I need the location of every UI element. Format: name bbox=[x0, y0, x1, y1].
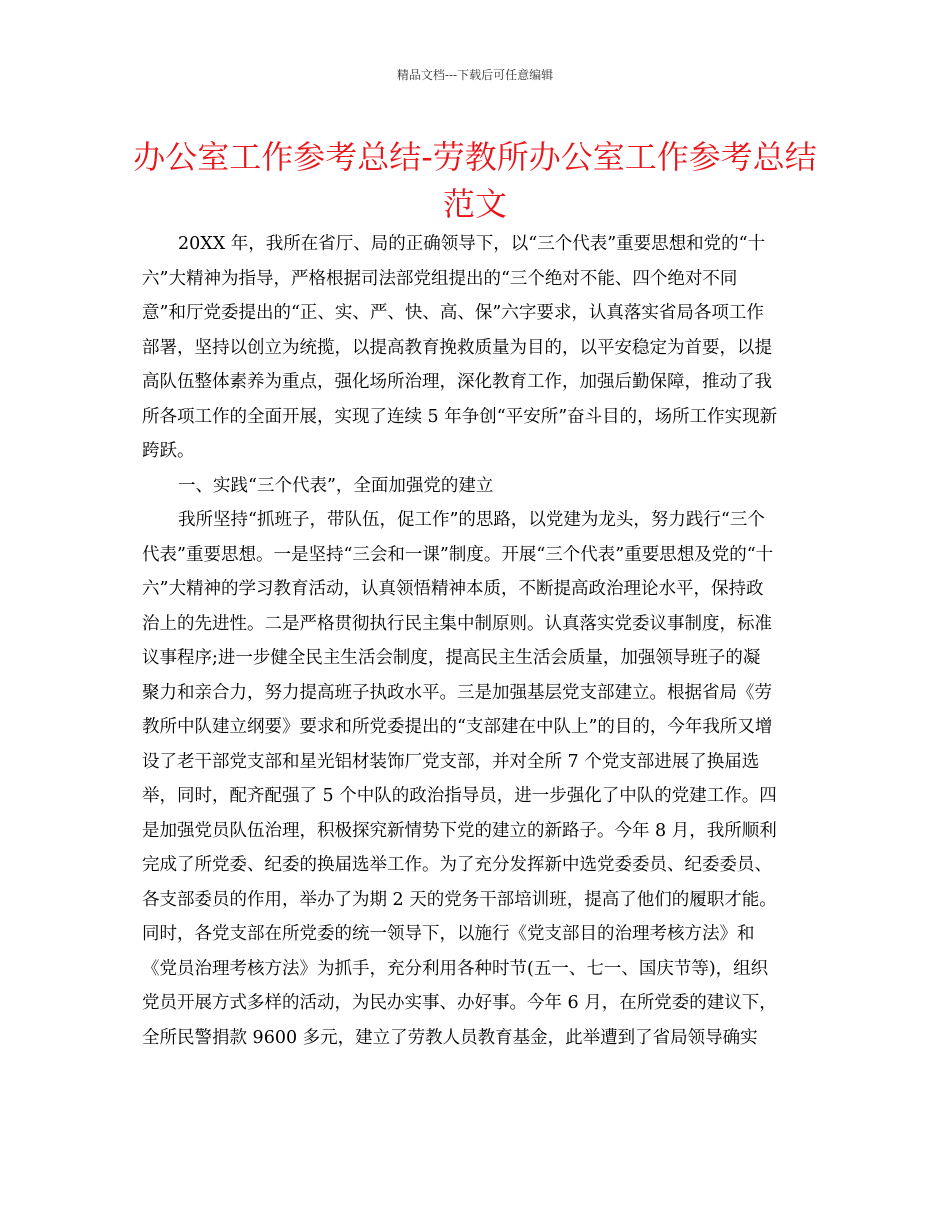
title-line: 范文 bbox=[442, 185, 507, 223]
document-body bbox=[142, 227, 812, 1055]
paragraph-line: 所各项工作的全面开展，实现了连续 5 年争创“平安所”奋斗目的，场所工作实现新 bbox=[142, 406, 778, 427]
title-line: 办公室工作参考总结-劳教所办公室工作参考总结 bbox=[133, 138, 817, 176]
paragraph-line: 六”大精神为指导，严格根据司法部党组提出的“三个绝对不能、四个绝对不同 bbox=[142, 268, 738, 289]
paragraph-line: 设了老干部党支部和星光铝材装饰厂党支部，并对全所 7 个党支部进展了换届选 bbox=[142, 751, 760, 772]
paragraph-line: 同时，各党支部在所党委的统一领导下，以施行《党支部目的治理考核方法》和 bbox=[142, 924, 755, 944]
paragraph-line: 跨跃。 bbox=[142, 441, 195, 461]
paragraph-line: 是加强党员队伍治理，积极探究新情势下党的建立的新路子。今年 8 月，我所顺利 bbox=[142, 820, 777, 841]
paragraph-line: 议事程序;进一步健全民主生活会制度，提高民主生活会质量，加强领导班子的凝 bbox=[142, 648, 761, 668]
paragraph-line: 全所民警捐款 9600 多元，建立了劳教人员教育基金，此举遭到了省局领导确实 bbox=[142, 1027, 758, 1048]
document-title bbox=[130, 134, 820, 228]
paragraph-line: 党员开展方式多样的活动，为民办实事、办好事。今年 6 月，在所党委的建议下， bbox=[142, 993, 777, 1013]
paragraph-line: 六”大精神的学习教育活动，认真领悟精神本质，不断提高政治理论水平，保持政 bbox=[142, 579, 764, 599]
section-heading: 一、实践“三个代表”，全面加强党的建立 bbox=[178, 475, 494, 496]
header-note: 精品文档---下载后可任意编辑 bbox=[396, 68, 554, 82]
paragraph-line: 举，同时，配齐配强了 5 个中队的政治指导员，进一步强化了中队的党建工作。四 bbox=[142, 786, 777, 806]
paragraph-line: 完成了所党委、纪委的换届选举工作。为了充分发挥新中选党委委员、纪委委员、 bbox=[142, 855, 772, 875]
paragraph-line: 部署，坚持以创立为统揽，以提高教育挽救质量为目的，以平安稳定为首要，以提 bbox=[142, 337, 772, 358]
paragraph-line: 20XX 年，我所在省厅、局的正确领导下，以“三个代表”重要思想和党的“十 bbox=[178, 234, 766, 254]
paragraph-line: 教所中队建立纲要》要求和所党委提出的“支部建在中队上”的目的，今年我所又增 bbox=[142, 717, 773, 737]
paragraph-line: 《党员治理考核方法》为抓手，充分利用各种时节(五一、七一、国庆节等)，组织 bbox=[142, 958, 769, 979]
paragraph-line: 高队伍整体素养为重点，强化场所治理，深化教育工作，加强后勤保障，推动了我 bbox=[142, 372, 772, 392]
paragraph-line: 代表”重要思想。一是坚持“三会和一课”制度。开展“三个代表”重要思想及党的“十 bbox=[142, 544, 774, 565]
paragraph-line: 聚力和亲合力，努力提高班子执政水平。三是加强基层党支部建立。根据省局《劳 bbox=[142, 682, 772, 703]
paragraph-line: 我所坚持“抓班子，带队伍，促工作”的思路，以党建为龙头，努力践行“三个 bbox=[178, 510, 765, 530]
paragraph-line: 治上的先进性。二是严格贯彻执行民主集中制原则。认真落实党委议事制度，标准 bbox=[142, 613, 772, 634]
paragraph-line: 各支部委员的作用，举办了为期 2 天的党务干部培训班，提高了他们的履职才能。 bbox=[142, 889, 777, 910]
paragraph-line: 意”和厅党委提出的“正、实、严、快、高、保”六字要求，认真落实省局各项工作 bbox=[142, 303, 764, 323]
